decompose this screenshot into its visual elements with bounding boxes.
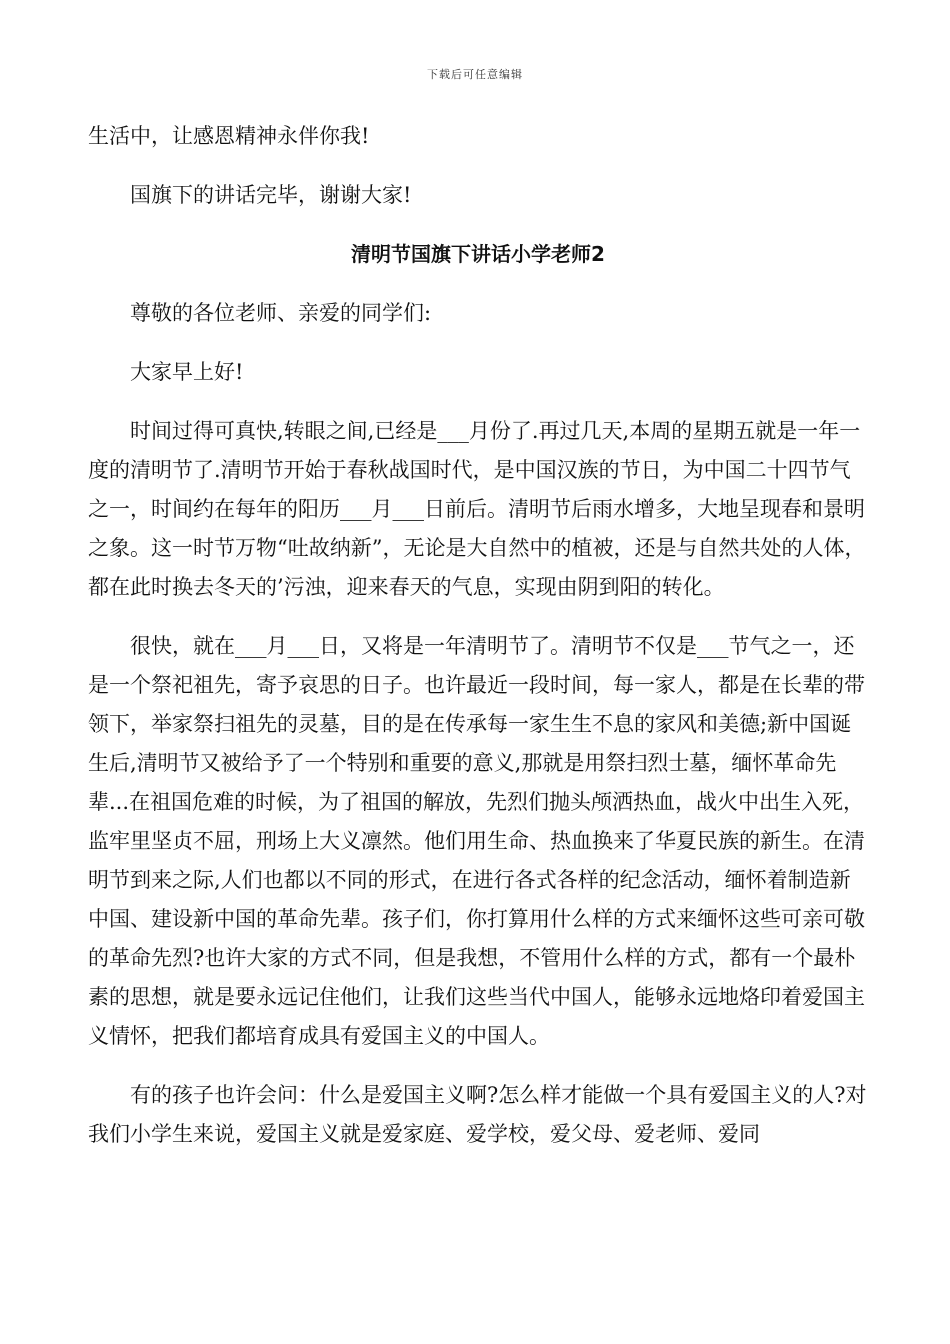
paragraph-speech-end: 国旗下的讲话完毕，谢谢大家!: [130, 183, 412, 207]
paragraph-closing-line: 生活中，让感恩精神永伴你我!: [88, 124, 370, 148]
section-title: 清明节国旗下讲话小学老师2: [351, 242, 605, 266]
page-header: 下载后可任意编辑: [427, 68, 523, 81]
paragraph-body-2: 很快，就在___月___日，又将是一年清明节了。清明节不仅是___节气之一，还是一个祭祀祖先，寄予哀思的日子。也许最近一段时间，每一家人，都是在长辈的带领下，举家祭扫祖先的灵墓，目的是在传承每一家生生不息的家风和美德;新中国诞生后,清明节又被给予了一个特别和重要的意义,那就是用祭扫烈士墓，缅怀革命先辈...在祖国危难的时候，为了祖国的解放，先烈们抛头颅洒热血，战火中出生入死，监牢里坚贞不屈，刑场上大义凛然。他们用生命、热血换来了华夏民族的新生。在清明节到来之际,人们也都以不同的形式，在进行各式各样的纪念活动，缅怀着制造新中国、建设新中国的革命先辈。孩子们，你打算用什么样的方式来缅怀这些可亲可敬的革命先烈?也许大家的方式不同，但是我想，不管用什么样的方式，都有一个最朴素的思想，就是要永远记住他们，让我们这些当代中国人，能够永远地烙印着爱国主义情怀，把我们都培育成具有爱国主义的中国人。: [88, 634, 865, 1048]
paragraph-body-1: 时间过得可真快,转眼之间,已经是___月份了.再过几天,本周的星期五就是一年一度的清明节了.清明节开始于春秋战国时代，是中国汉族的节日，为中国二十四节气之一，时间约在每年的阳历___月___日前后。清明节后雨水增多，大地呈现春和景明之象。这一时节万物“吐故纳新”，无论是大自然中的植被，还是与自然共处的人体，都在此时换去冬天的’污浊，迎来春天的气息，实现由阴到阳的转化。: [88, 419, 866, 599]
paragraph-body-3: 有的孩子也许会问：什么是爱国主义啊?怎么样才能做一个具有爱国主义的人?对我们小学生来说，爱国主义就是爱家庭、爱学校，爱父母、爱老师、爱同: [88, 1083, 867, 1146]
paragraph-greeting: 大家早上好!: [130, 360, 244, 384]
document-body: [88, 117, 868, 1174]
paragraph-salutation: 尊敬的各位老师、亲爱的同学们:: [130, 301, 432, 325]
